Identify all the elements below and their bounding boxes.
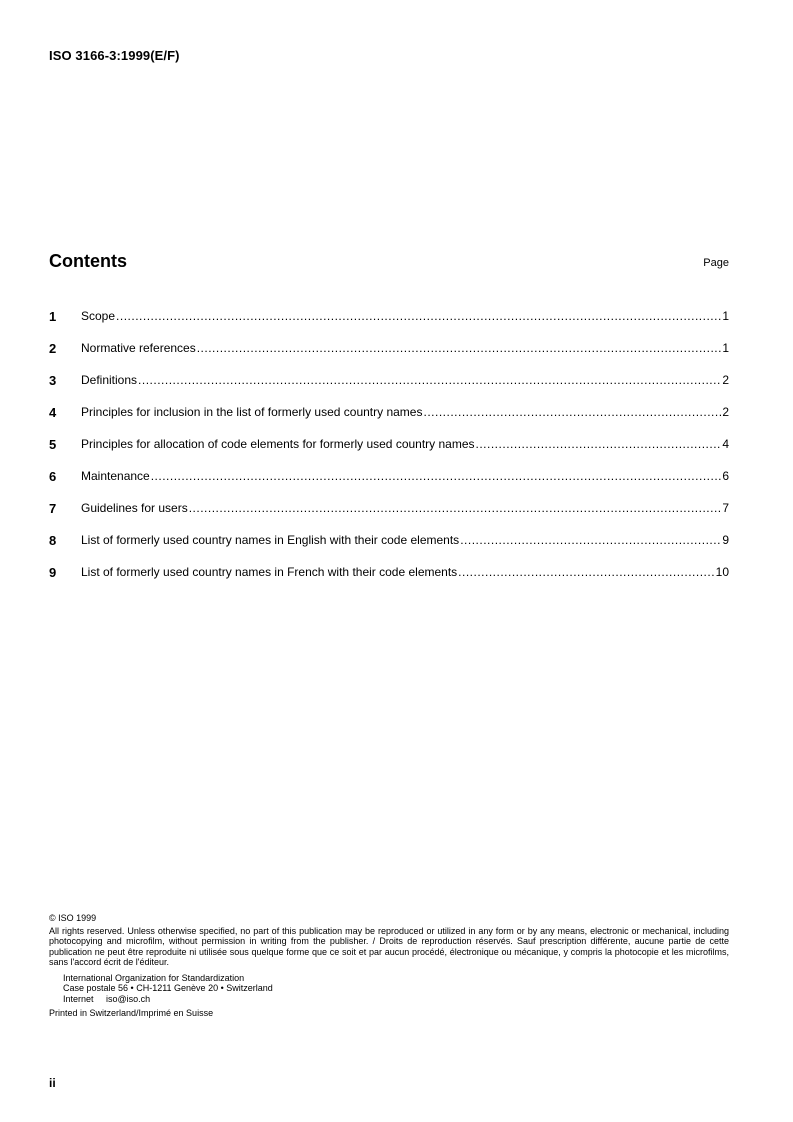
toc-entry-2[interactable] xyxy=(49,341,729,373)
toc-entry-5[interactable] xyxy=(49,437,729,469)
page-number: ii xyxy=(49,1076,56,1090)
dot-leader xyxy=(116,309,721,323)
dot-leader xyxy=(151,469,722,483)
toc-title: Principles for inclusion in the list of formerly used country names xyxy=(81,405,423,419)
toc-number: 4 xyxy=(49,405,57,420)
printed-notice: Printed in Switzerland/Imprimé en Suisse xyxy=(49,1008,214,1018)
contents-title: Contents xyxy=(49,251,127,271)
copyright-line: © ISO 1999 xyxy=(49,913,97,923)
toc-number: 9 xyxy=(49,565,57,580)
dot-leader xyxy=(189,501,722,515)
toc-title: Scope xyxy=(81,309,116,323)
dot-leader xyxy=(138,373,721,387)
dot-leader xyxy=(458,565,714,579)
toc-page: 7 xyxy=(722,501,729,515)
toc-title: Definitions xyxy=(81,373,138,387)
toc-page: 9 xyxy=(722,533,729,547)
toc-title: Guidelines for users xyxy=(81,501,188,515)
toc-page: 10 xyxy=(715,565,729,579)
table-of-contents xyxy=(49,309,729,597)
dot-leader xyxy=(460,533,721,547)
org-address: Case postale 56 • CH-1211 Genève 20 • Switzerland xyxy=(63,983,273,993)
toc-page: 6 xyxy=(722,469,729,483)
toc-number: 1 xyxy=(49,309,57,324)
toc-entry-3[interactable] xyxy=(49,373,729,405)
toc-page: 2 xyxy=(722,373,729,387)
toc-entry-7[interactable] xyxy=(49,501,729,533)
toc-entry-8[interactable] xyxy=(49,533,729,565)
document-id: ISO 3166-3:1999(E/F) xyxy=(49,48,180,63)
rights-notice: All rights reserved. Unless otherwise specified, no part of this publication may be reproduced or utilized in any form or by any means, electronic or mechanical, including photocopying and microfilm, without permission in writing from the publisher. / Droits de reproduction réservés. Sauf prescription différente, aucune partie de cette publication ne peut être reproduite ni utilisée sous quelque forme que ce soit et par aucun procédé, électronique ou mécanique, y compris la photocopie et les microfilms, sans l'accord écrit de l'éditeur. xyxy=(49,925,729,967)
toc-entry-9[interactable] xyxy=(49,565,729,597)
org-name: International Organization for Standardization xyxy=(63,972,245,983)
org-internet: Internet iso@iso.ch xyxy=(63,993,151,1004)
dot-leader xyxy=(197,341,722,355)
toc-title: Maintenance xyxy=(81,469,150,483)
toc-entry-6[interactable] xyxy=(49,469,729,501)
dot-leader xyxy=(476,437,722,451)
toc-entry-1[interactable] xyxy=(49,309,729,341)
toc-number: 2 xyxy=(49,341,57,356)
toc-page: 1 xyxy=(722,309,729,323)
toc-number: 7 xyxy=(49,501,57,516)
toc-page: 2 xyxy=(722,405,729,419)
dot-leader xyxy=(423,405,721,419)
toc-title: Normative references xyxy=(81,341,196,355)
copyright-footer xyxy=(49,913,729,1019)
toc-number: 8 xyxy=(49,533,57,548)
toc-title: List of formerly used country names in English with their code elements xyxy=(81,533,460,547)
toc-page: 1 xyxy=(722,341,729,355)
toc-title: Principles for allocation of code elements for formerly used country names xyxy=(81,437,475,451)
page-column-label: Page xyxy=(703,257,729,269)
toc-number: 6 xyxy=(49,469,57,484)
toc-number: 5 xyxy=(49,437,57,452)
toc-number: 3 xyxy=(49,373,57,388)
toc-title: List of formerly used country names in French with their code elements xyxy=(81,565,458,579)
toc-entry-4[interactable] xyxy=(49,405,729,437)
toc-page: 4 xyxy=(722,437,729,451)
